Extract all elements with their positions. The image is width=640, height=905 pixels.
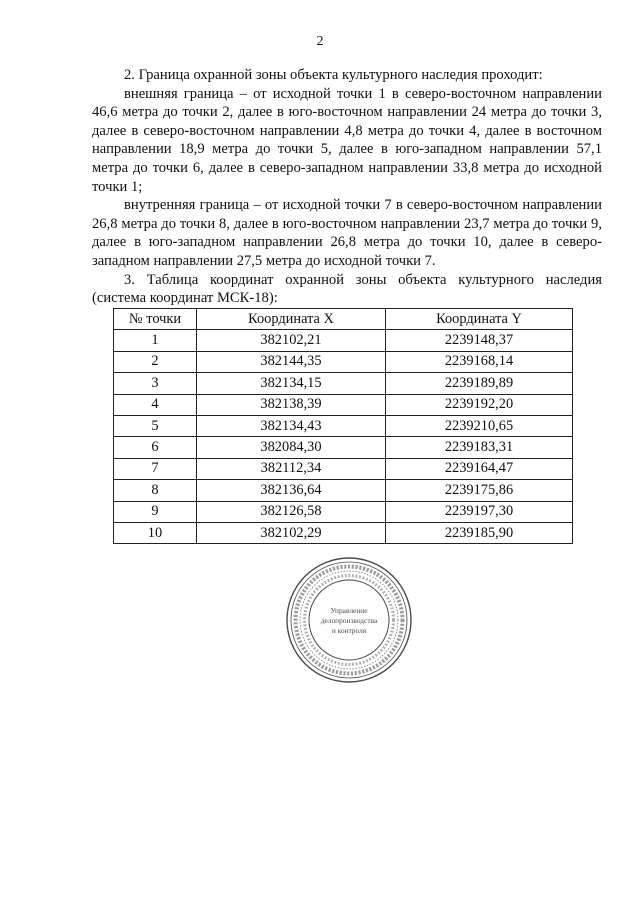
coordinate-y: 2239175,86 bbox=[386, 480, 573, 501]
point-number: 6 bbox=[114, 437, 197, 458]
coordinate-x: 382144,35 bbox=[197, 351, 386, 372]
header-point-number: № точки bbox=[114, 309, 197, 330]
paragraph-boundary-intro: 2. Граница охранной зоны объекта культурного наследия проходит: bbox=[124, 67, 543, 83]
coordinate-x: 382112,34 bbox=[197, 458, 386, 479]
coordinate-y: 2239148,37 bbox=[386, 330, 573, 351]
table-header-row bbox=[114, 309, 573, 330]
table-row bbox=[114, 501, 573, 522]
stamp-line-3: и контроля bbox=[331, 626, 367, 635]
point-number: 7 bbox=[114, 458, 197, 479]
point-number: 8 bbox=[114, 480, 197, 501]
table-row bbox=[114, 330, 573, 351]
paragraph-coordinates-table-intro: 3. Таблица координат охранной зоны объекта культурного наследия (система координат МСК-18): bbox=[92, 271, 602, 307]
coordinate-x: 382084,30 bbox=[197, 437, 386, 458]
paragraph-outer-boundary: внешняя граница – от исходной точки 1 в северо-восточном направлении 46,6 метра до точки 2, далее в юго-восточном направлении 24 метра до точки 3, далее в северо-восточном направлении 4,8 метра до точки 4, далее в восточном направлении 18,9 метра до точки 5, далее в юго-западном направлении 57,1 метра до точки 6, далее в северо-западном направлении 33,8 метра до исходной точки 1; bbox=[92, 85, 602, 195]
table-row bbox=[114, 437, 573, 458]
table-row bbox=[114, 458, 573, 479]
table-row bbox=[114, 351, 573, 372]
coordinate-x: 382102,21 bbox=[197, 330, 386, 351]
table-row bbox=[114, 415, 573, 436]
page-number: 2 bbox=[316, 34, 324, 49]
point-number: 3 bbox=[114, 373, 197, 394]
coordinate-y: 2239197,30 bbox=[386, 501, 573, 522]
paragraph-inner-boundary: внутренняя граница – от исходной точки 7 в северо-восточном направлении 26,8 метра до точки 8, далее в юго-восточном направлении 23,7 метра до точки 9, далее в юго-западном направлении 26,8 метра до точки 10, далее в северо-западном направлении 27,5 метра до исходной точки 7. bbox=[92, 197, 602, 269]
point-number: 4 bbox=[114, 394, 197, 415]
body-text bbox=[92, 66, 602, 308]
coordinate-x: 382138,39 bbox=[197, 394, 386, 415]
coordinate-x: 382136,64 bbox=[197, 480, 386, 501]
point-number: 9 bbox=[114, 501, 197, 522]
coordinate-y: 2239210,65 bbox=[386, 415, 573, 436]
table-row bbox=[114, 480, 573, 501]
stamp-line-1: Управление bbox=[330, 606, 368, 615]
coordinates-table bbox=[113, 308, 573, 544]
stamp-line-2: делопроизводства bbox=[320, 616, 378, 625]
coordinate-y: 2239189,89 bbox=[386, 373, 573, 394]
coordinate-x: 382102,29 bbox=[197, 522, 386, 543]
point-number: 2 bbox=[114, 351, 197, 372]
table-row bbox=[114, 522, 573, 543]
coordinate-x: 382134,15 bbox=[197, 373, 386, 394]
header-coordinate-x: Координата X bbox=[197, 309, 386, 330]
point-number: 5 bbox=[114, 415, 197, 436]
point-number: 10 bbox=[114, 522, 197, 543]
point-number: 1 bbox=[114, 330, 197, 351]
official-seal-stamp bbox=[284, 555, 414, 685]
coordinate-y: 2239164,47 bbox=[386, 458, 573, 479]
coordinate-x: 382126,58 bbox=[197, 501, 386, 522]
header-coordinate-y: Координата Y bbox=[386, 309, 573, 330]
table-row bbox=[114, 373, 573, 394]
coordinate-y: 2239192,20 bbox=[386, 394, 573, 415]
coordinate-y: 2239183,31 bbox=[386, 437, 573, 458]
coordinate-y: 2239185,90 bbox=[386, 522, 573, 543]
table-row bbox=[114, 394, 573, 415]
coordinate-y: 2239168,14 bbox=[386, 351, 573, 372]
coordinate-x: 382134,43 bbox=[197, 415, 386, 436]
